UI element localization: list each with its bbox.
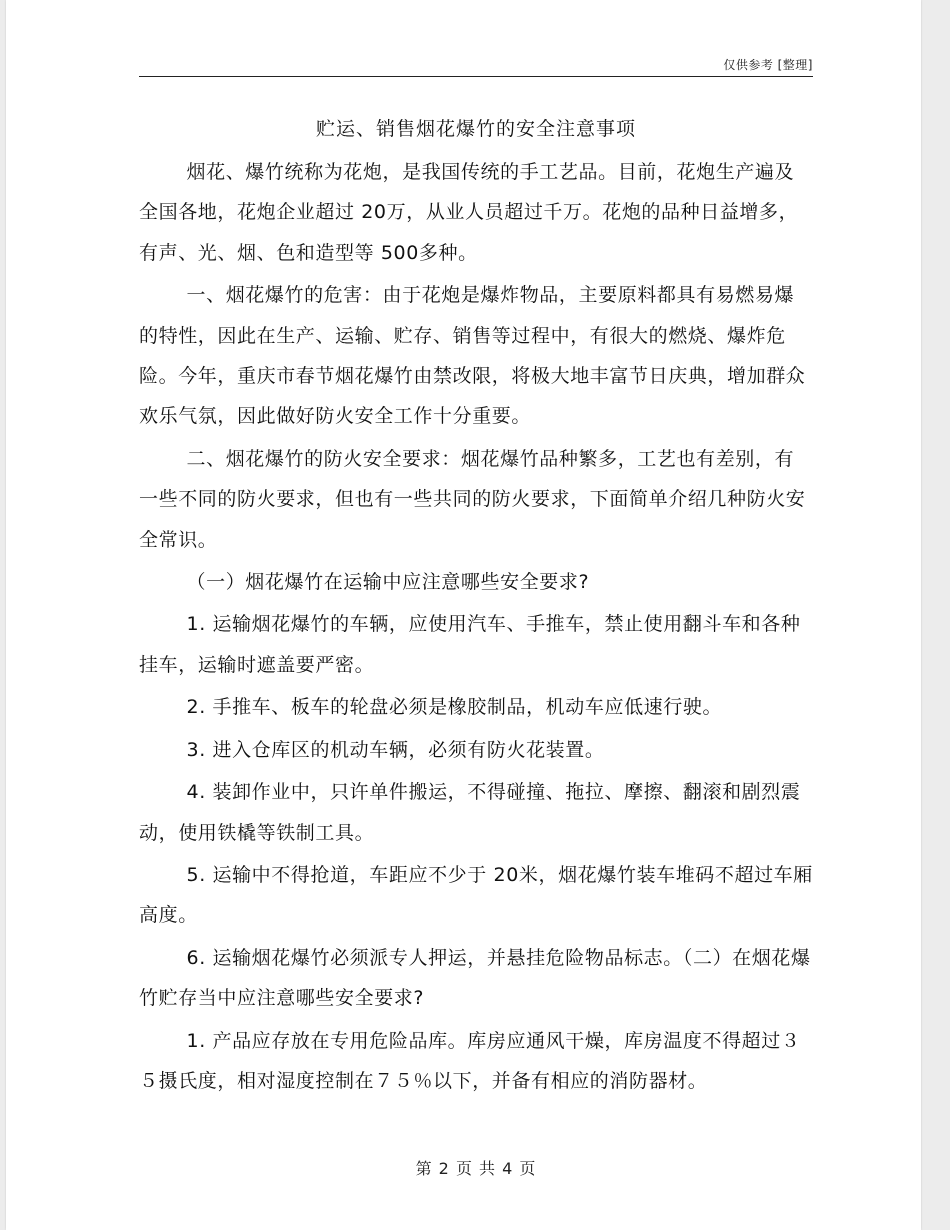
document-body (139, 152, 813, 1103)
paragraph-transport-item-3: 3. 进入仓库区的机动车辆，必须有防火花装置。 (186, 738, 605, 761)
paragraph-transport-heading: （一）烟花爆竹在运输中应注意哪些安全要求? (186, 571, 590, 594)
page-number: 第 2 页 共 4 页 (415, 1159, 537, 1178)
paragraph-transport-item-1: 1. 运输烟花爆竹的车辆，应使用汽车、手推车，禁止使用翻斗车和各种挂车，运输时遮盖要严密。 (139, 613, 801, 676)
paragraph-hazards: 一、烟花爆竹的危害：由于花炮是爆炸物品，主要原料都具有易燃易爆的特性，因此在生产、运输、贮存、销售等过程中，有很大的燃烧、爆炸危险。今年，重庆市春节烟花爆竹由禁改限，将极大地丰富节日庆典，增加群众欢乐气氛，因此做好防火安全工作十分重要。 (139, 284, 806, 428)
paragraph-storage-item-1: 1. 产品应存放在专用危险品库。库房应通风干燥，库房温度不得超过３５摄氏度，相对湿度控制在７５％以下，并备有相应的消防器材。 (139, 1029, 801, 1092)
paragraph-transport-item-5: 5. 运输中不得抢道，车距应不少于 20米，烟花爆竹装车堆码不超过车厢高度。 (139, 863, 813, 927)
paragraph-transport-item-6: 6. 运输烟花爆竹必须派专人押运，并悬挂危险物品标志。（二）在烟花爆竹贮存当中应注意哪些安全要求? (139, 946, 811, 1010)
paragraph-transport-item-4: 4. 装卸作业中，只许单件搬运，不得碰撞、拖拉、摩擦、翻滚和剧烈震动，使用铁橇等铁制工具。 (139, 781, 801, 844)
document-page (6, 0, 921, 1230)
paragraph-intro: 烟花、爆竹统称为花炮，是我国传统的手工艺品。目前，花炮生产遍及全国各地，花炮企业超过 20万，从业人员超过千万。花炮的品种日益增多，有声、光、烟、色和造型等 500多种。 (139, 161, 799, 264)
document-title: 贮运、销售烟花爆竹的安全注意事项 (315, 118, 636, 140)
page-header (139, 54, 813, 77)
paragraph-transport-item-2: 2. 手推车、板车的轮盘必须是橡胶制品，机动车应低速行驶。 (186, 696, 723, 719)
header-note: 仅供参考 [整理] (723, 58, 813, 72)
paragraph-fire-safety: 二、烟花爆竹的防火安全要求：烟花爆竹品种繁多，工艺也有差别，有一些不同的防火要求，但也有一些共同的防火要求，下面简单介绍几种防火安全常识。 (139, 447, 806, 551)
